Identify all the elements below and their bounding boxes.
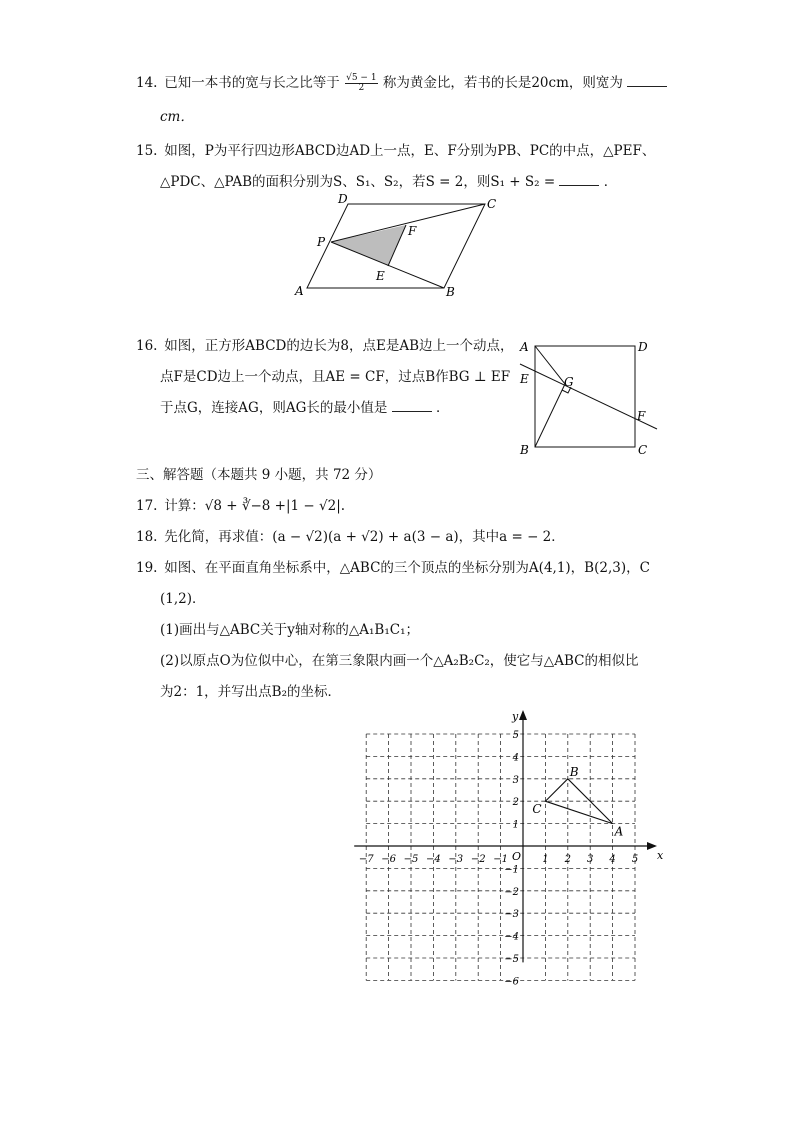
vertex-label-b: B xyxy=(569,764,579,779)
q19-line3 xyxy=(160,621,419,639)
label-c: C xyxy=(487,197,497,211)
y-tick-label: −4 xyxy=(504,931,519,943)
q19-number: 19. xyxy=(136,560,158,576)
q16-end: ． xyxy=(435,400,450,416)
label-f: F xyxy=(637,409,646,423)
q15-answer-blank[interactable] xyxy=(559,173,599,186)
axes xyxy=(354,710,657,962)
label-e: E xyxy=(376,269,385,283)
triangle-abc xyxy=(532,765,623,839)
q19-line4 xyxy=(160,652,638,670)
q18-line xyxy=(136,528,565,546)
y-tick-label: −3 xyxy=(504,909,519,921)
q19-line1 xyxy=(136,559,650,577)
q16-text-1: 如图，正方形ABCD的边长为8，点E是AB边上一个动点， xyxy=(164,338,514,354)
label-g: G xyxy=(564,375,574,389)
x-tick-label: −1 xyxy=(493,854,508,865)
q19-text-2: (1,2)． xyxy=(160,591,206,607)
q15-text-2: △PDC、△PAB的面积分别为S、S₁、S₂，若S = 2，则S₁ + S₂ = xyxy=(160,174,560,190)
label-b: B xyxy=(520,443,529,457)
x-tick-label: −7 xyxy=(358,854,374,865)
label-p: P xyxy=(317,235,326,249)
y-tick-label: −6 xyxy=(504,976,519,988)
y-tick-label: 5 xyxy=(512,730,519,741)
label-a: A xyxy=(520,340,529,354)
q19-line2 xyxy=(160,590,206,608)
q14-frac-numerator: √5 − 1 xyxy=(346,73,377,83)
q19-text-3: (1)画出与△ABC关于y轴对称的△A₁B₁C₁； xyxy=(160,622,419,638)
q16-square-figure xyxy=(512,334,662,460)
label-d: D xyxy=(638,340,648,354)
q15-number: 15. xyxy=(136,143,158,159)
y-axis-label: y xyxy=(512,710,519,723)
q16-line3 xyxy=(160,399,449,417)
x-tick-label: −6 xyxy=(381,854,396,865)
q16-text-2: 点F是CD边上一个动点，且AE = CF，过点B作BG ⊥ EF xyxy=(160,369,511,385)
label-e: E xyxy=(520,372,529,386)
label-a: A xyxy=(295,284,304,298)
q17-line xyxy=(136,497,345,515)
q14-line1 xyxy=(136,74,667,93)
q15-line2 xyxy=(160,173,617,191)
square-abcd xyxy=(535,346,635,447)
q14-text-b: 称为黄金比，若书的长是20cm，则宽为 xyxy=(382,75,623,91)
y-tick-label: 1 xyxy=(512,819,519,831)
x-tick-label: −3 xyxy=(448,854,464,865)
q14-fraction xyxy=(345,74,377,93)
q14-number: 14. xyxy=(136,75,158,91)
label-f: F xyxy=(408,224,417,238)
q15-end: ． xyxy=(603,174,618,190)
y-axis-arrow xyxy=(519,710,527,720)
y-tick-label: −1 xyxy=(504,864,519,876)
q16-text-3: 于点G，连接AG，则AG长的最小值是 xyxy=(160,400,388,416)
q19-line5 xyxy=(160,683,341,701)
q14-frac-denominator: 2 xyxy=(358,83,365,93)
x-tick-label: 2 xyxy=(564,854,571,865)
q19-text-1: 如图、在平面直角坐标系中，△ABC的三个顶点的坐标分别为A(4,1)，B(2,3)，C xyxy=(164,560,650,576)
x-tick-label: 5 xyxy=(631,854,639,865)
q14-text-a: 已知一本书的宽与长之比等于 xyxy=(164,75,340,91)
q17-text: 计算：√8 + ∛−8 +|1 − √2|. xyxy=(164,498,346,514)
y-tick-label: 2 xyxy=(512,797,519,809)
x-tick-label: 3 xyxy=(587,854,594,865)
q15-line1 xyxy=(136,142,655,160)
coordinate-grid xyxy=(340,705,670,1005)
q14-text-c: cm． xyxy=(160,109,194,125)
label-d: D xyxy=(338,192,348,206)
q14-answer-blank[interactable] xyxy=(627,74,667,87)
x-tick-label: 1 xyxy=(542,854,549,865)
q18-text: 先化简，再求值：(a − √2)(a + √2) + a(3 − a)，其中a = − 2． xyxy=(164,529,565,545)
shaded-triangle-pef xyxy=(331,225,406,266)
origin-label: O xyxy=(512,850,522,863)
y-tick-label: −2 xyxy=(504,886,519,898)
vertex-label-a: A xyxy=(614,824,624,839)
label-c: C xyxy=(638,443,648,457)
q16-line1 xyxy=(136,337,513,355)
x-tick-label: −4 xyxy=(426,854,441,865)
q16-answer-blank[interactable] xyxy=(392,399,432,412)
tick-labels xyxy=(359,710,664,987)
q19-text-5: 为2：1，并写出点B₂的坐标． xyxy=(160,684,342,700)
q17-number: 17. xyxy=(136,498,158,514)
x-tick-label: −2 xyxy=(470,854,486,865)
x-axis-label: x xyxy=(657,849,664,862)
label-b: B xyxy=(446,285,455,299)
x-axis-arrow xyxy=(647,842,657,850)
segment-bg xyxy=(535,384,565,447)
x-tick-label: −5 xyxy=(403,854,419,865)
y-tick-label: 3 xyxy=(512,774,519,786)
q15-parallelogram-figure xyxy=(290,192,510,302)
y-tick-label: 4 xyxy=(512,752,519,764)
x-tick-label: 4 xyxy=(609,854,616,865)
vertex-label-c: C xyxy=(532,802,542,817)
q19-text-4: (2)以原点O为位似中心，在第三象限内画一个△A₂B₂C₂，使它与△ABC的相似比 xyxy=(160,653,639,669)
q14-line2 xyxy=(160,108,194,126)
q18-number: 18. xyxy=(136,529,158,545)
q16-line2 xyxy=(160,368,510,386)
q15-text-1: 如图，P为平行四边形ABCD边AD上一点，E、F分别为PB、PC的中点，△PEF、 xyxy=(164,143,656,159)
section3-title xyxy=(136,466,381,484)
q16-number: 16. xyxy=(136,338,158,354)
section3-title-text: 三、解答题（本题共 9 小题，共 72 分） xyxy=(136,467,382,483)
y-tick-label: −5 xyxy=(504,954,519,965)
